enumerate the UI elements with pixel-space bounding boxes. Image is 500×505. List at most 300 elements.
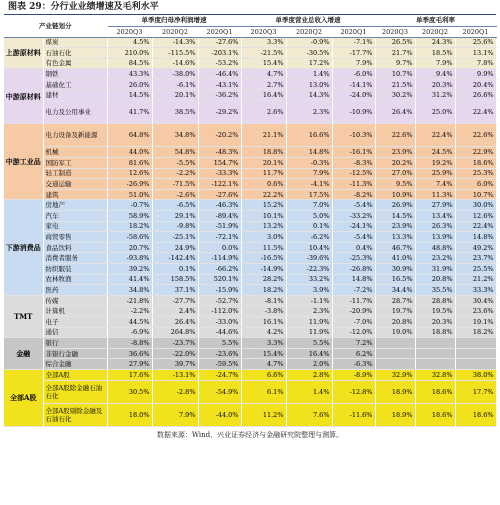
value-cell: -6.1% [152,79,198,90]
value-cell: -12.5% [332,168,375,179]
table-row [4,211,496,222]
value-cell: 26.5% [375,37,415,48]
value-cell: -8.3% [332,158,375,169]
value-cell: -112.0% [198,306,241,317]
header-group-margin: 单季度毛利率 [375,15,496,26]
value-cell: -10.3% [332,124,375,147]
figure-title: 图表 29：分行业业绩增速及毛利水平 [8,2,159,12]
value-cell: -114.9% [198,253,241,264]
value-cell: 17.7% [455,380,496,403]
period-header: 2020Q2 [286,26,332,37]
value-cell: -27.7% [152,295,198,306]
value-cell: 16.6% [286,124,332,147]
value-cell: 22.4% [455,221,496,232]
value-cell: -26.8% [332,263,375,274]
industry-name: 消费者服务 [43,253,107,264]
table-row [4,48,496,59]
value-cell: -22.0% [152,348,198,359]
value-cell: -54.9% [198,380,241,403]
value-cell: 23.7% [455,253,496,264]
value-cell: 34.4% [375,285,415,296]
value-cell: 11.7% [241,168,286,179]
value-cell: 16.4% [241,90,286,101]
table-row [4,316,496,327]
value-cell: -2.2% [152,168,198,179]
value-cell: -13.1% [152,369,198,380]
period-header: 2020Q1 [198,26,241,37]
period-header: 2020Q2 [152,26,198,37]
value-cell: 20.1% [152,90,198,101]
industry-name: 钢铁 [43,69,107,80]
chain-label: 中游原材料 [4,69,43,124]
value-cell: 30.4% [455,295,496,306]
value-cell: 13.1% [455,48,496,59]
value-cell: 81.6% [107,158,152,169]
value-cell: 2.6% [241,101,286,124]
value-cell: 37.1% [152,285,198,296]
value-cell: 46.7% [375,242,415,253]
value-cell: -22.3% [286,263,332,274]
value-cell: 3.3% [241,338,286,349]
value-cell: -142.4% [152,253,198,264]
chain-label: 金融 [4,338,43,370]
value-cell: -11.7% [332,295,375,306]
value-cell: 19.0% [375,327,415,338]
value-cell: 28.8% [415,295,455,306]
value-cell: 14.8% [332,274,375,285]
industry-name: 基础化工 [43,79,107,90]
value-cell: 11.9% [286,316,332,327]
value-cell: 18.2% [455,327,496,338]
value-cell: 2.7% [241,79,286,90]
value-cell: -0.3% [286,158,332,169]
value-cell: 39.2% [107,263,152,274]
value-cell: 7.4% [415,179,455,190]
value-cell: 13.3% [375,232,415,243]
value-cell: 4.5% [107,37,152,48]
value-cell: 49.2% [455,242,496,253]
value-cell: -51.9% [198,221,241,232]
value-cell: 12.6% [455,211,496,222]
value-cell: 64.8% [107,124,152,147]
value-cell: -38.0% [152,69,198,80]
value-cell: -6.0% [332,69,375,80]
value-cell: 264.8% [152,327,198,338]
industry-name: 纺织服装 [43,263,107,274]
table-row [4,242,496,253]
value-cell: 22.2% [241,189,286,200]
value-cell: -8.9% [332,369,375,380]
header-chain: 产业链划分 [4,15,107,37]
value-cell: 20.7% [107,242,152,253]
industry-name: 医药 [43,285,107,296]
value-cell: -72.1% [198,232,241,243]
period-header: 2020Q1 [332,26,375,37]
value-cell: -16.5% [241,253,286,264]
value-cell: 32.9% [375,369,415,380]
industry-name: 银行 [43,338,107,349]
value-cell: 23.9% [375,221,415,232]
value-cell: 0.1% [286,221,332,232]
value-cell: -8.1% [241,295,286,306]
value-cell: 13.2% [241,221,286,232]
value-cell: 10.9% [375,189,415,200]
value-cell: 18.6% [455,158,496,169]
value-cell: -12.0% [332,327,375,338]
value-cell: -14.9% [241,263,286,274]
value-cell: 15.4% [241,348,286,359]
value-cell [455,359,496,370]
value-cell: 7.0% [286,200,332,211]
table-row [4,37,496,48]
industry-name: 轻工制造 [43,168,107,179]
value-cell: 7.9% [415,58,455,69]
value-cell: -24.7% [198,369,241,380]
table-row [4,168,496,179]
value-cell: -33.2% [332,211,375,222]
value-cell: 18.6% [415,380,455,403]
table-row [4,200,496,211]
table-row [4,359,496,370]
value-cell: 23.6% [455,306,496,317]
value-cell: 36.6% [107,348,152,359]
industry-name: 商贸零售 [43,232,107,243]
value-cell: -58.6% [107,232,152,243]
value-cell: 34.8% [152,124,198,147]
value-cell: -36.2% [198,90,241,101]
value-cell: 26.4% [375,101,415,124]
value-cell: 33.3% [455,285,496,296]
chain-label: TMT [4,295,43,337]
value-cell: 3.3% [241,37,286,48]
value-cell: -4.1% [286,179,332,190]
value-cell: -115.5% [152,48,198,59]
value-cell: 19.7% [375,306,415,317]
value-cell: 2.3% [286,306,332,317]
value-cell: 1.4% [286,69,332,80]
value-cell: -14.3% [152,37,198,48]
industry-name: 有色金属 [43,58,107,69]
value-cell: 15.2% [241,200,286,211]
value-cell [375,348,415,359]
value-cell: 26.3% [415,221,455,232]
value-cell: 14.5% [107,90,152,101]
industry-name: 全部A股剔除金融及石油石化 [43,403,107,426]
industry-name: 电子 [43,316,107,327]
table-row [4,348,496,359]
value-cell: 25.6% [455,37,496,48]
value-cell: -9.8% [152,221,198,232]
period-header: 2020Q3 [107,26,152,37]
value-cell: -6.9% [107,327,152,338]
value-cell: -15.9% [198,285,241,296]
value-cell: 16.4% [286,348,332,359]
value-cell: 17.2% [286,58,332,69]
value-cell: -5.5% [152,158,198,169]
value-cell: 26.9% [375,200,415,211]
table-row [4,338,496,349]
value-cell [415,348,455,359]
industry-name: 通信 [43,327,107,338]
value-cell: 1.4% [286,380,332,403]
table-row [4,403,496,426]
value-cell: 6.6% [241,369,286,380]
value-cell: -89.4% [198,211,241,222]
value-cell: 22.4% [455,101,496,124]
value-cell: 20.1% [241,158,286,169]
value-cell: -10.9% [332,101,375,124]
value-cell: 31.2% [415,90,455,101]
value-cell: -27.6% [198,189,241,200]
value-cell: -0.7% [107,200,152,211]
value-cell: 210.0% [107,48,152,59]
value-cell: 7.9% [286,168,332,179]
value-cell: 14.8% [455,232,496,243]
value-cell: 41.4% [107,274,152,285]
value-cell: 11.5% [241,242,286,253]
value-cell: -43.1% [198,79,241,90]
table-row [4,380,496,403]
period-header: 2020Q1 [455,26,496,37]
value-cell: 39.7% [152,359,198,370]
industry-name: 交通运输 [43,179,107,190]
value-cell: 44.5% [107,316,152,327]
value-cell: 26.0% [107,79,152,90]
value-cell: 7.8% [455,58,496,69]
header-group-revenue: 单季度营业总收入增速 [241,15,375,26]
value-cell: -7.0% [332,316,375,327]
value-cell: 9.7% [375,58,415,69]
table-row [4,253,496,264]
value-cell: 27.0% [375,168,415,179]
value-cell: 0.0% [198,242,241,253]
value-cell: 10.7% [375,69,415,80]
value-cell: 7.9% [152,403,198,426]
value-cell: -46.3% [198,200,241,211]
value-cell: 4.2% [241,327,286,338]
source-note: 数据来源：Wind，兴业证券经济与金融研究院整理与测算。 [156,430,344,439]
value-cell: 17.5% [286,189,332,200]
value-cell: 21.2% [455,274,496,285]
value-cell: -5.4% [332,232,375,243]
industry-name: 家电 [43,221,107,232]
value-cell: 13.0% [286,79,332,90]
value-cell: 0.6% [241,179,286,190]
value-cell: 520.1% [198,274,241,285]
value-cell: 4.7% [241,69,286,80]
value-cell: -25.3% [332,253,375,264]
period-header: 2020Q3 [375,26,415,37]
value-cell: 19.5% [415,306,455,317]
value-cell: -21.8% [107,295,152,306]
value-cell: -33.3% [198,168,241,179]
industry-name: 农林牧渔 [43,274,107,285]
value-cell: -66.2% [198,263,241,274]
value-cell: 17.6% [107,369,152,380]
value-cell: 13.9% [415,232,455,243]
value-cell: 38.5% [152,101,198,124]
value-cell: 22.4% [415,124,455,147]
chain-label: 中游工业品 [4,124,43,200]
value-cell: -3.8% [241,306,286,317]
value-cell: 22.6% [375,124,415,147]
industry-name: 建筑 [43,189,107,200]
value-cell: 16.1% [241,316,286,327]
value-cell: 21.1% [241,124,286,147]
value-cell: 30.0% [455,200,496,211]
value-cell: 18.0% [107,403,152,426]
value-cell: -71.5% [152,179,198,190]
table-row [4,274,496,285]
value-cell: 11.2% [241,403,286,426]
value-cell: 16.5% [375,274,415,285]
value-cell: 26.6% [455,90,496,101]
value-cell: 22.6% [455,124,496,147]
value-cell: -44.6% [198,327,241,338]
value-cell [415,338,455,349]
value-cell: -6.3% [332,359,375,370]
period-header: 2020Q2 [415,26,455,37]
industry-name: 机械 [43,147,107,158]
value-cell: 11.3% [415,189,455,200]
value-cell: 30.5% [107,380,152,403]
value-cell: -6.2% [286,232,332,243]
value-cell: 28.2% [241,274,286,285]
value-cell: 18.9% [375,403,415,426]
value-cell: 21.5% [375,79,415,90]
value-cell: 20.8% [415,274,455,285]
value-cell: 25.9% [415,168,455,179]
value-cell: 18.2% [107,221,152,232]
value-cell: 18.2% [241,285,286,296]
value-cell: 25.0% [415,101,455,124]
industry-name: 全部A股除金融石油石化 [43,380,107,403]
table-row [4,58,496,69]
value-cell: 5.5% [286,338,332,349]
chain-label: 下游消费品 [4,200,43,295]
value-cell: -25.1% [152,232,198,243]
value-cell: -5.4% [332,200,375,211]
value-cell: -14.6% [152,58,198,69]
value-cell: -24.0% [332,90,375,101]
table-row [4,158,496,169]
value-cell: -11.6% [332,403,375,426]
value-cell: -16.1% [332,147,375,158]
value-cell: 44.0% [107,147,152,158]
value-cell: 21.7% [375,48,415,59]
table-row [4,179,496,190]
value-cell: 10.4% [286,242,332,253]
header-group-profit: 单季度归母净利润增速 [107,15,241,26]
value-cell: -122.1% [198,179,241,190]
value-cell: 15.4% [241,58,286,69]
value-cell: -23.7% [152,338,198,349]
value-cell: -48.3% [198,147,241,158]
value-cell: 22.9% [455,147,496,158]
value-cell: -203.1% [198,48,241,59]
value-cell: 2.0% [286,359,332,370]
value-cell: 27.9% [107,359,152,370]
value-cell: 18.9% [375,380,415,403]
value-cell: -8.2% [332,189,375,200]
value-cell: 18.6% [415,403,455,426]
value-cell: -33.0% [198,316,241,327]
period-header: 2020Q3 [241,26,286,37]
table-row [4,306,496,317]
industry-name: 全部A股 [43,369,107,380]
value-cell: 2.3% [286,101,332,124]
industry-name: 电力设备及新能源 [43,124,107,147]
value-cell: -14.1% [332,79,375,90]
value-cell: 34.8% [107,285,152,296]
value-cell: 2.4% [152,306,198,317]
value-cell: 14.3% [286,90,332,101]
table-row [4,69,496,80]
value-cell: 11.9% [286,327,332,338]
value-cell: 25.3% [455,168,496,179]
value-cell: 18.8% [241,147,286,158]
value-cell: -1.1% [286,295,332,306]
value-cell: 24.3% [415,37,455,48]
value-cell: 5.0% [286,211,332,222]
value-cell: -7.1% [332,37,375,48]
value-cell: 31.9% [415,263,455,274]
value-cell: -17.7% [332,48,375,59]
value-cell: 25.5% [455,263,496,274]
value-cell: 7.2% [332,338,375,349]
value-cell: -23.6% [198,348,241,359]
value-cell: 14.5% [375,211,415,222]
value-cell: -2.8% [152,380,198,403]
industry-name: 石油石化 [43,48,107,59]
table-row [4,295,496,306]
value-cell: 3.9% [286,285,332,296]
industry-name: 国防军工 [43,158,107,169]
value-cell: -27.6% [198,37,241,48]
value-cell: 38.0% [455,369,496,380]
table-row [4,147,496,158]
value-cell: 48.8% [415,242,455,253]
value-cell: 10.7% [455,189,496,200]
value-cell: -46.4% [198,69,241,80]
value-cell: 0.1% [152,263,198,274]
value-cell: 26.4% [152,316,198,327]
table-row [4,285,496,296]
value-cell: 27.9% [415,200,455,211]
industry-name: 汽车 [43,211,107,222]
industry-name: 电力及公用事业 [43,101,107,124]
value-cell: -30.5% [286,48,332,59]
value-cell: -6.5% [152,200,198,211]
value-cell: -53.2% [198,58,241,69]
value-cell: 154.7% [198,158,241,169]
value-cell: 158.5% [152,274,198,285]
value-cell: 30.9% [375,263,415,274]
value-cell: 6.1% [241,380,286,403]
value-cell: 7.9% [332,58,375,69]
value-cell: 33.2% [286,274,332,285]
value-cell: -11.3% [332,179,375,190]
table-row [4,79,496,90]
value-cell: 28.7% [375,295,415,306]
value-cell: 14.8% [286,147,332,158]
value-cell: -2.2% [107,306,152,317]
chain-label: 全部A股 [4,369,43,426]
table-body [4,37,496,426]
value-cell: 41.0% [375,253,415,264]
value-cell: 9.5% [375,179,415,190]
value-cell: -24.1% [332,221,375,232]
